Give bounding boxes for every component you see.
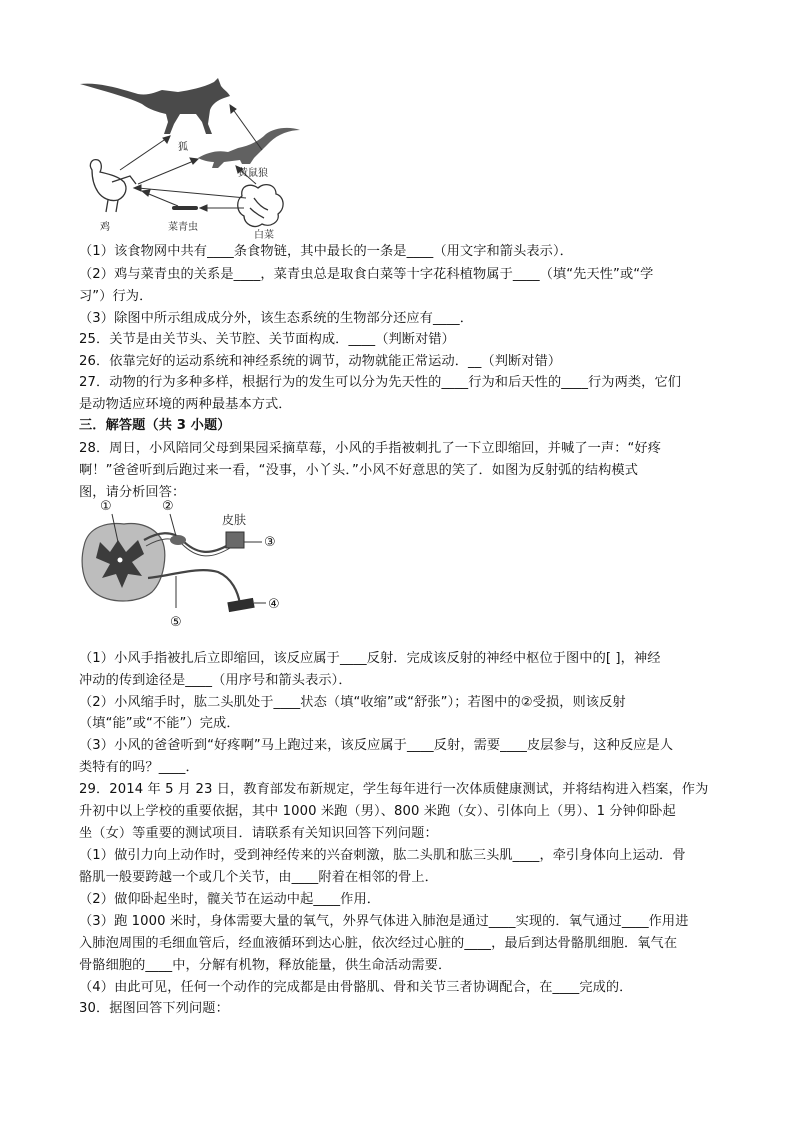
q27: 27．动物的行为多种多样，根据行为的发生可以分为先天性的____行为和后天性的____行为两类，它们 <box>79 375 682 390</box>
q28-cont2: 图，请分析回答： <box>79 485 186 500</box>
marker-4: ④ <box>268 597 280 612</box>
q29-part3-cont2: 骨骼细胞的____中，分解有机物，释放能量，供生命活动需要． <box>79 958 452 973</box>
q29: 29．2014 年 5 月 23 日，教育部发布新规定，学生每年进行一次体质健康测试，并将结构进入档案，作为 <box>79 782 709 797</box>
cabbage-drawing <box>238 185 283 227</box>
food-web-figure <box>78 78 308 240</box>
reflex-arc-figure <box>78 496 298 636</box>
marker-2: ② <box>162 499 174 514</box>
q27-cont: 是动物适应环境的两种最基本方式． <box>79 397 292 412</box>
q28: 28．周日，小风陪同父母到果园采摘草莓，小风的手指被刺扎了一下立即缩回，并喊了一声：“好疼 <box>79 441 661 456</box>
q29-cont1: 升初中以上学校的重要依据，其中 1000 米跑（男）、800 米跑（女）、引体向上（男）、1 分钟仰卧起 <box>79 804 676 819</box>
q24-part1: （1）该食物网中共有____条食物链，其中最长的一条是____（用文字和箭头表示）． <box>79 244 573 259</box>
q29-part4: （4）由此可见，任何一个动作的完成都是由骨骼肌、骨和关节三者协调配合，在____完成的． <box>79 980 633 995</box>
q25: 25．关节是由关节头、关节腔、关节面构成．____（判断对错） <box>79 332 455 347</box>
q30: 30．据图回答下列问题： <box>79 1001 229 1016</box>
q26: 26．依靠完好的运动系统和神经系统的调节，动物就能正常运动．__（判断对错） <box>79 354 562 369</box>
q28-part1-cont: 冲动的传到途径是____（用序号和箭头表示）． <box>79 673 352 688</box>
chicken-label: 鸡 <box>100 222 110 233</box>
caterpillar-drawing <box>172 206 198 210</box>
fox-label: 狐 <box>178 142 188 153</box>
q29-part2: （2）做仰卧起坐时，髋关节在运动中起____作用． <box>79 892 381 907</box>
q29-part1-cont: 骼肌一般要跨越一个或几个关节，由____附着在相邻的骨上． <box>79 870 438 885</box>
marker-1: ① <box>100 499 112 514</box>
q24-part3: （3）除图中所示组成成分外，该生态系统的生物部分还应有____． <box>79 311 474 326</box>
q28-part3-cont: 类特有的吗？____． <box>79 760 199 775</box>
fox-drawing <box>80 78 230 134</box>
weasel-label: 黄鼠狼 <box>238 168 268 179</box>
weasel-drawing <box>198 128 300 168</box>
muscle-effector <box>227 598 266 612</box>
q29-part3: （3）跑 1000 米时，身体需要大量的氧气，外界气体进入肺泡是通过____实现的．氧气通过____作用进 <box>79 914 689 929</box>
cabbage-label: 白菜 <box>254 230 274 240</box>
chicken-drawing <box>90 160 136 212</box>
q29-cont2: 坐（女）等重要的测试项目．请联系有关知识回答下列问题： <box>79 826 438 841</box>
marker-3: ③ <box>264 535 276 550</box>
q28-cont1: 啊！”爸爸听到后跑过来一看，“没事，小丫头．”小风不好意思的笑了．如图为反射弧的结构模式 <box>79 463 638 478</box>
q29-part1: （1）做引力向上动作时，受到神经传来的兴奋刺激，肱二头肌和肱三头肌____，牵引身体向上运动．骨 <box>79 848 686 863</box>
q24-part2-cont: 习”）行为． <box>79 289 153 304</box>
skin-label: 皮肤 <box>222 513 247 527</box>
section-heading: 三．解答题（共 3 小题） <box>79 418 231 433</box>
q28-part3: （3）小风的爸爸听到“好疼啊”马上跑过来，该反应属于____反射，需要____皮层参与，这种反应是人 <box>79 738 674 753</box>
q24-part2: （2）鸡与菜青虫的关系是____，菜青虫总是取食白菜等十字花科植物属于____（填“先天性”或“学 <box>79 267 654 282</box>
caterpillar-label: 菜青虫 <box>168 222 198 233</box>
q28-part2: （2）小风缩手时，肱二头肌处于____状态（填“收缩”或“舒张”）；若图中的②受损，则该反射 <box>79 695 626 710</box>
q29-part3-cont1: 入肺泡周围的毛细血管后，经血液循环到达心脏，依次经过心脏的____，最后到达骨骼肌细胞．氧气在 <box>79 936 678 951</box>
q28-part2-cont: （填“能”或“不能”）完成． <box>79 716 240 731</box>
skin-receptor <box>226 532 262 548</box>
q28-part1: （1）小风手指被扎后立即缩回，该反应属于____反射．完成该反射的神经中枢位于图中的[ ]，神经 <box>79 651 661 666</box>
marker-5: ⑤ <box>170 615 182 630</box>
